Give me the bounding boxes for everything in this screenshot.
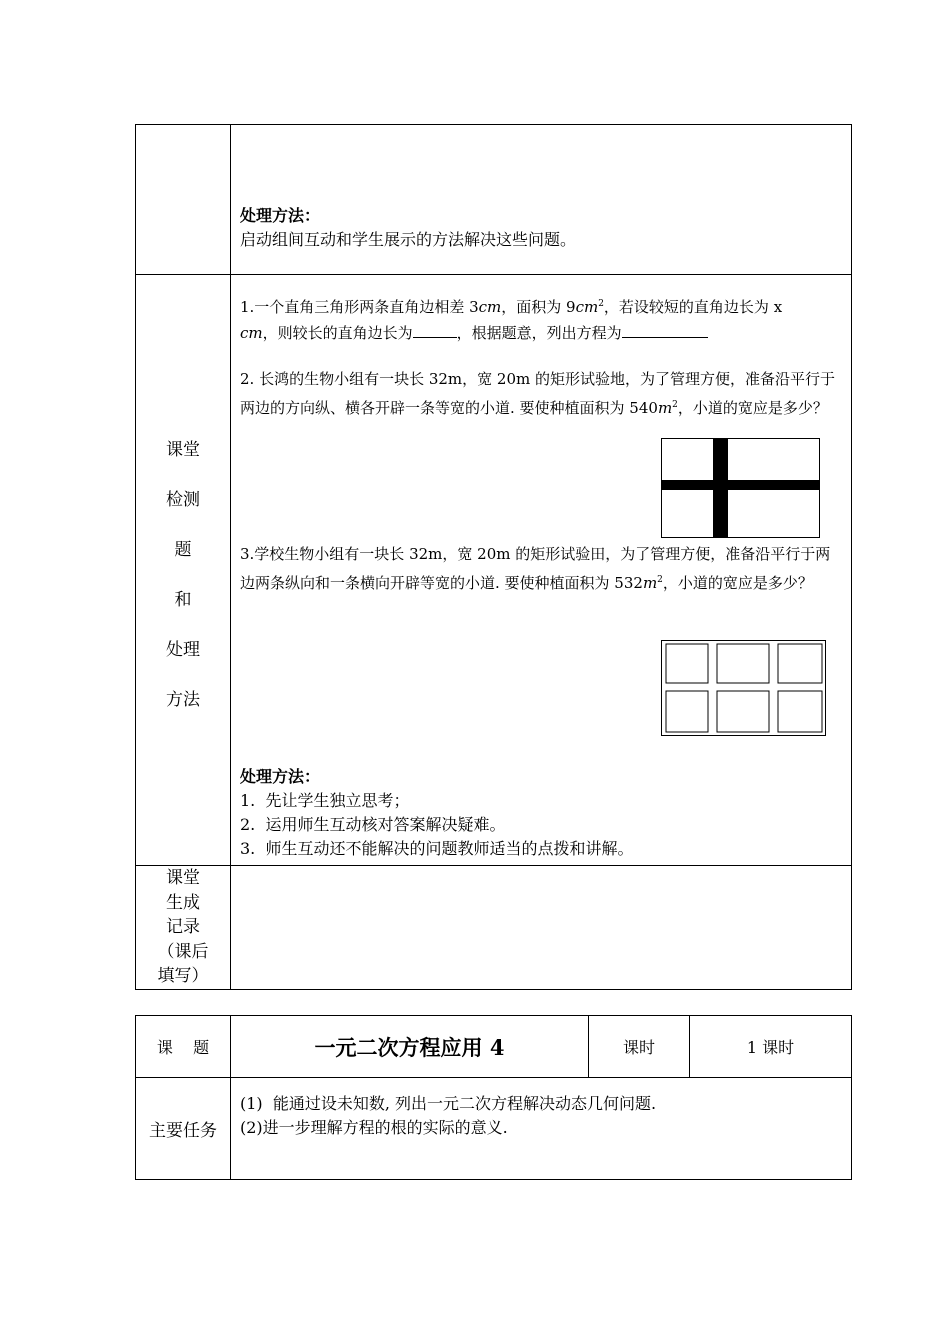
hours-value: 1 课时 — [690, 1016, 852, 1078]
topic-label: 课 题 — [136, 1016, 231, 1078]
record-row — [136, 866, 852, 990]
grid-path-figure — [661, 640, 827, 737]
record-cell[interactable] — [231, 866, 852, 990]
topic-value: 一元二次方程应用 4 — [231, 1016, 589, 1078]
side-line: 课堂 — [166, 440, 200, 460]
topic-row — [136, 1016, 852, 1078]
task-item: (2)进一步理解方程的根的实际的意义. — [240, 1118, 508, 1137]
method-block — [240, 765, 844, 861]
exercise-cell — [231, 275, 852, 866]
method-title: 处理方法： — [240, 767, 321, 786]
side-line: 处理 — [166, 640, 200, 660]
side-line: （课后 — [157, 941, 209, 962]
empty-side-cell — [136, 125, 231, 275]
side-line: 和 — [174, 590, 192, 610]
exercise-side-label — [136, 275, 231, 866]
record-side-label — [136, 866, 231, 990]
method-title: 处理方法： — [240, 206, 321, 225]
answer-blank[interactable] — [622, 337, 708, 338]
side-line: 生成 — [166, 892, 200, 913]
method-text: 启动组间互动和学生展示的方法解决这些问题。 — [240, 230, 577, 249]
cross-path-figure — [661, 438, 821, 539]
task-label: 主要任务 — [136, 1078, 231, 1180]
lesson-header-table — [135, 1015, 852, 1180]
question-1: 1.一个直角三角形两条直角边相差 3cm，面积为 $9cm^2$，若设较短的直角边长为 x cm，则较长的直角边长为 ，根据题意，列出方程为 — [240, 298, 783, 342]
side-line: 题 — [174, 540, 192, 560]
question-3: 3.学校生物小组有一块长 32m，宽 20m 的矩形试验田，为了管理方便，准备沿平行于两边两条纵向和一条横向开辟等宽的小道. 要使种植面积为 $532m^2$，小道的宽应是多少？ — [240, 545, 831, 592]
side-line: 课堂 — [166, 868, 200, 889]
task-row — [136, 1078, 852, 1180]
method-item: 2. 运用师生互动核对答案解决疑难。 — [240, 815, 506, 834]
side-line: 记录 — [166, 917, 200, 938]
task-cell — [231, 1078, 852, 1180]
task-item: (1) 能通过设未知数, 列出一元二次方程解决动态几何问题. — [240, 1094, 657, 1113]
hours-label: 课时 — [589, 1016, 690, 1078]
method-cell — [231, 125, 852, 275]
method-item: 1. 先让学生独立思考； — [240, 791, 410, 810]
answer-blank[interactable] — [413, 337, 457, 338]
method-row — [136, 125, 852, 275]
side-line: 方法 — [166, 690, 200, 710]
method-item: 3. 师生互动还不能解决的问题教师适当的点拨和讲解。 — [240, 839, 634, 858]
exercise-row — [136, 275, 852, 866]
side-line: 填写） — [157, 966, 209, 987]
side-line: 检测 — [166, 490, 200, 510]
question-2: 2. 长鸿的生物小组有一块长 32m，宽 20m 的矩形试验地，为了管理方便，准备沿平行于两边的方向纵、横各开辟一条等宽的小道. 要使种植面积为 $540m^2$，小道的宽应是多少？ — [240, 370, 836, 417]
lesson-table — [135, 124, 852, 990]
